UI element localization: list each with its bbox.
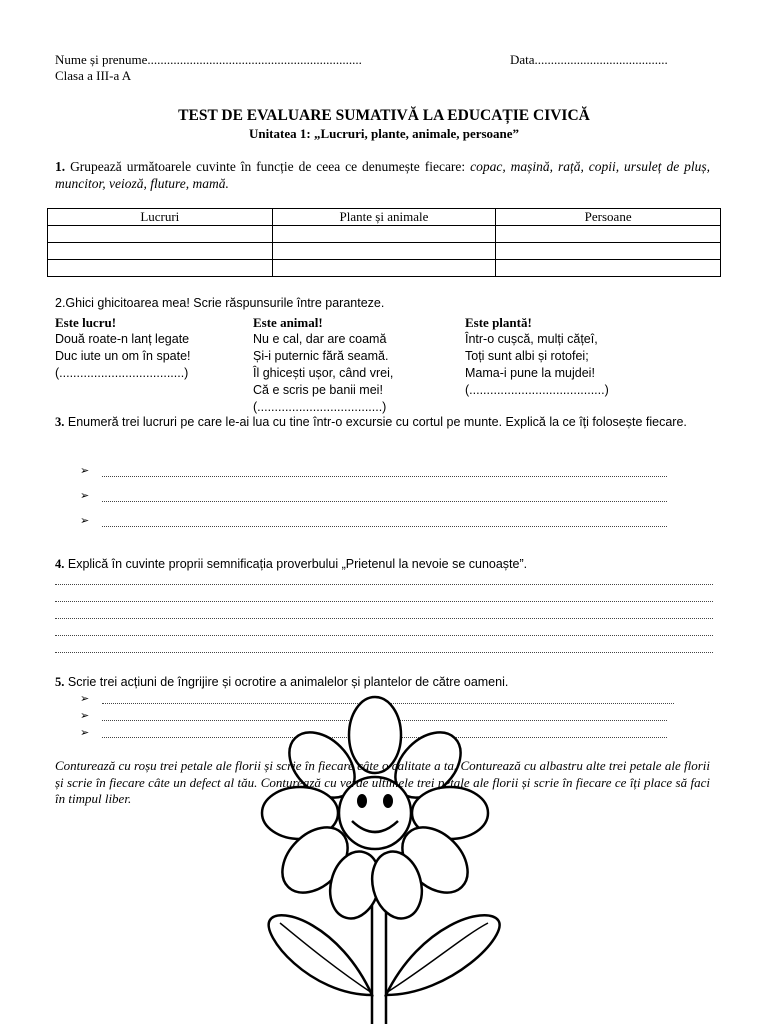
q2-prompt: 2.Ghici ghicitoarea mea! Scrie răspunsurile între paranteze. <box>55 296 385 310</box>
name-field[interactable] <box>55 52 362 68</box>
arrow-bullet-icon: ➢ <box>80 709 90 722</box>
table-header-persoane: Persoane <box>496 209 721 226</box>
q3-instruction: Enumeră trei lucruri pe care le-ai lua cu tine într-o excursie cu cortul pe munte. Explică la ce îți folosește fiecare. <box>67 415 687 429</box>
riddle-planta-answer[interactable]: (.......................................) <box>465 383 609 397</box>
q1-instruction: Grupează următoarele cuvinte în funcție de ceea ce denumește fiecare: <box>70 159 466 174</box>
date-dots: ......................................... <box>534 52 668 67</box>
arrow-bullet-icon: ➢ <box>80 692 90 705</box>
answer-line[interactable] <box>55 584 713 585</box>
answer-line[interactable] <box>55 618 713 619</box>
table-row[interactable] <box>48 226 721 243</box>
page-subtitle: Unitatea 1: „Lucruri, plante, animale, persoane” <box>248 126 520 141</box>
arrow-bullet-icon: ➢ <box>80 514 90 527</box>
riddle-lucru <box>55 314 191 382</box>
riddle-lucru-answer[interactable]: (....................................) <box>55 366 189 380</box>
table-header-lucruri: Lucruri <box>48 209 273 226</box>
table-cell[interactable] <box>48 243 273 260</box>
name-dots: .................................................................. <box>147 52 362 67</box>
table-cell[interactable] <box>48 226 273 243</box>
q4-number: 4. <box>55 557 65 571</box>
riddle-planta-heading: Este plantă! <box>465 315 532 330</box>
class-label: Clasa a III-a A <box>55 68 132 83</box>
riddle-lucru-line-1: Două roate-n lanț legate <box>55 332 190 346</box>
riddle-animal-heading: Este animal! <box>253 315 323 330</box>
table-row[interactable] <box>48 260 721 277</box>
q1-table <box>47 208 721 277</box>
table-header-plante: Plante și animale <box>272 209 496 226</box>
riddle-planta-line-2: Toți sunt albi și rotofei; <box>465 349 589 363</box>
q1-number: 1. <box>55 159 66 174</box>
table-cell[interactable] <box>272 243 496 260</box>
q5-instruction: Scrie trei acțiuni de îngrijire și ocrotire a animalelor și plantelor de către oameni. <box>67 675 509 689</box>
riddle-animal-line-4: Că e scris pe banii mei! <box>253 383 383 397</box>
riddle-animal-line-3: Îl ghicești ușor, când vrei, <box>253 366 394 380</box>
table-header-row <box>48 209 721 226</box>
page-title: TEST DE EVALUARE SUMATIVĂ LA EDUCAȚIE CIVICĂ <box>178 107 590 124</box>
riddle-animal-answer[interactable]: (....................................) <box>253 400 387 414</box>
q4-text <box>55 557 527 572</box>
q1-text <box>55 158 710 192</box>
table-row[interactable] <box>48 243 721 260</box>
q4-instruction: Explică în cuvinte proprii semnificația proverbului „Prietenul la nevoie se cunoaște”. <box>67 557 528 571</box>
date-label: Data <box>510 52 535 67</box>
answer-line[interactable] <box>55 635 713 636</box>
q3-text <box>55 414 710 431</box>
flower-drawing <box>260 695 530 1024</box>
table-cell[interactable] <box>496 260 721 277</box>
table-cell[interactable] <box>272 260 496 277</box>
q5-text <box>55 675 508 690</box>
answer-line[interactable] <box>55 652 713 653</box>
answer-line[interactable] <box>102 501 667 502</box>
table-cell[interactable] <box>496 226 721 243</box>
arrow-bullet-icon: ➢ <box>80 464 90 477</box>
arrow-bullet-icon: ➢ <box>80 726 90 739</box>
answer-line[interactable] <box>102 526 667 527</box>
flower-leaf-right <box>386 915 500 995</box>
riddle-animal-line-1: Nu e cal, dar are coamă <box>253 332 387 346</box>
riddle-planta-line-3: Mama-i pune la mujdei! <box>465 366 595 380</box>
name-label: Nume și prenume <box>55 52 148 67</box>
answer-line[interactable] <box>102 476 667 477</box>
q1-words: copac, mașină, rață, copii, ursuleț de pluș, muncitor, veioză, fluture, mamă. <box>55 159 711 191</box>
table-cell[interactable] <box>496 243 721 260</box>
date-field[interactable] <box>510 52 668 68</box>
answer-line[interactable] <box>55 601 713 602</box>
riddle-lucru-heading: Este lucru! <box>55 315 117 330</box>
riddle-animal-line-2: Și-i puternic fără seamă. <box>253 349 389 363</box>
table-cell[interactable] <box>48 260 273 277</box>
table-cell[interactable] <box>272 226 496 243</box>
flower-instructions: Conturează cu roșu trei petale ale florii și scrie în fiecare câte o calitate a ta. Conturează cu albastru alte trei petale ale florii și scrie în fiecare câte un defect al tău. Conturează cu verde ultimele trei petale ale florii și scrie în fiecare ce îți place să faci în timpul liber. <box>55 758 710 806</box>
riddle-animal <box>253 314 393 416</box>
q3-number: 3. <box>55 415 65 429</box>
riddle-planta <box>465 314 609 399</box>
q5-number: 5. <box>55 675 65 689</box>
riddle-lucru-line-2: Duc iute un om în spate! <box>55 349 191 363</box>
riddle-planta-line-1: Într-o cușcă, mulți cățeî, <box>465 332 598 346</box>
arrow-bullet-icon: ➢ <box>80 489 90 502</box>
